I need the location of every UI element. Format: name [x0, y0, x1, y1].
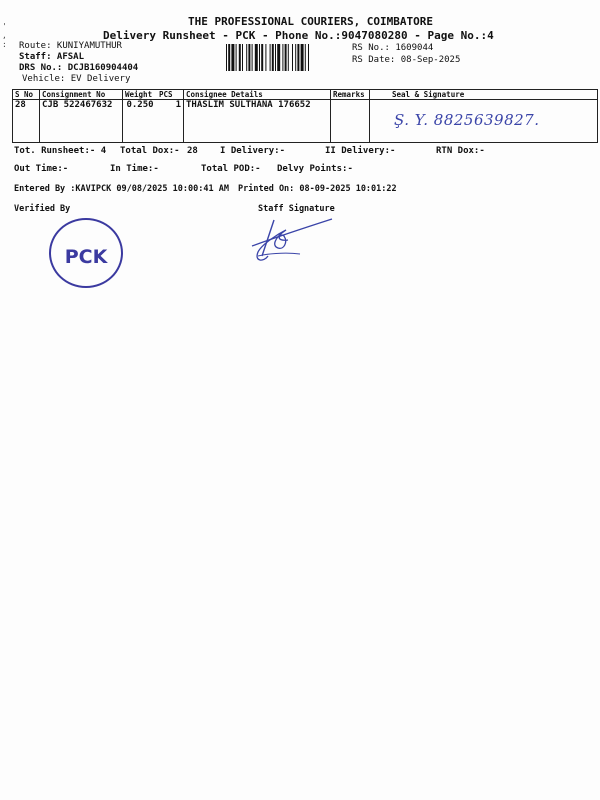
- barcode-bar: [228, 44, 230, 71]
- barcode-bar: [261, 44, 263, 71]
- barcode-bar: [308, 44, 309, 71]
- route-text: Route: KUNIYAMUTHUR: [19, 41, 122, 51]
- staff-signature-label: Staff Signature: [258, 204, 335, 214]
- pck-stamp: [49, 218, 123, 288]
- col-consignee: Consignee Details: [184, 90, 331, 100]
- cell-remarks: [331, 100, 370, 143]
- col-remarks: Remarks: [331, 90, 370, 100]
- barcode-bar: [226, 44, 227, 71]
- barcode-bar: [292, 44, 293, 71]
- company-name: THE PROFESSIONAL COURIERS, COIMBATORE: [188, 15, 434, 28]
- table-row: [13, 100, 598, 143]
- barcode-bar: [301, 44, 304, 71]
- runsheet-table: [12, 89, 598, 143]
- in-time: In Time:-: [110, 164, 159, 174]
- table-header-row: [13, 90, 598, 100]
- barcode-bar: [259, 44, 260, 71]
- col-signature: Seal & Signature: [370, 90, 598, 100]
- total-dox-label: Total Dox:-: [120, 146, 180, 156]
- runsheet-subtitle: Delivery Runsheet - PCK - Phone No.:9047080280 - Page No.:4: [103, 29, 494, 42]
- barcode-bar: [239, 44, 241, 71]
- staff-signature: [244, 212, 334, 264]
- stamp-text: PCK: [64, 246, 108, 268]
- cell-sno: 28: [13, 100, 40, 143]
- barcode-bar: [288, 44, 289, 71]
- barcode-bar: [305, 44, 306, 71]
- cell-signature: [370, 100, 598, 143]
- cell-weight: 0.250: [123, 100, 158, 143]
- handwritten-signature: Ş. Y. 8825639827.: [394, 111, 540, 129]
- i-delivery: I Delivery:-: [220, 146, 286, 156]
- total-pod: Total POD:-: [201, 164, 261, 174]
- verified-by: Verified By: [14, 204, 71, 214]
- entered-by: Entered By :KAVIPCK 09/08/2025 10:00:41 AM: [14, 184, 229, 194]
- printed-on: Printed On: 08-09-2025 10:01:22: [238, 184, 397, 194]
- rs-date: RS Date: 08-Sep-2025: [352, 55, 461, 65]
- cell-consignment: CJB 522467632: [40, 100, 123, 143]
- barcode-bar: [231, 44, 234, 71]
- barcode-bar: [297, 44, 299, 71]
- out-time: Out Time:-: [14, 164, 69, 174]
- barcode: [226, 44, 348, 71]
- total-dox-value: 28: [187, 146, 198, 156]
- barcode-bar: [255, 44, 258, 71]
- barcode-bar: [282, 44, 283, 71]
- tot-runsheet: Tot. Runsheet:- 4: [14, 146, 107, 156]
- cell-consignee: THASLIM SULTHANA 176652: [184, 100, 331, 143]
- cell-pcs: 1: [157, 100, 184, 143]
- barcode-bar: [248, 44, 250, 71]
- barcode-bar: [295, 44, 296, 71]
- rtn-dox: RTN Dox:-: [436, 146, 485, 156]
- scan-marks: ' , :: [2, 22, 7, 49]
- barcode-bar: [242, 44, 243, 71]
- col-pcs: PCS: [157, 90, 184, 100]
- drs-number: DRS No.: DCJB160904404: [19, 63, 139, 73]
- col-consignment: Consignment No: [40, 90, 123, 100]
- barcode-bar: [265, 44, 266, 71]
- barcode-bar: [252, 44, 253, 71]
- staff-text: Staff: AFSAL: [19, 52, 85, 62]
- barcode-bar: [275, 44, 276, 71]
- barcode-bar: [270, 44, 271, 71]
- barcode-bar: [277, 44, 280, 71]
- col-sno: S No: [13, 90, 40, 100]
- rs-number: RS No.: 1609044: [352, 43, 434, 53]
- vehicle-text: Vehicle: EV Delivery: [22, 74, 131, 84]
- delvy-points: Delvy Points:-: [277, 164, 353, 174]
- barcode-bar: [285, 44, 287, 71]
- barcode-bar: [236, 44, 237, 71]
- barcode-bar: [246, 44, 247, 71]
- ii-delivery: II Delivery:-: [325, 146, 396, 156]
- col-weight: Weight: [123, 90, 158, 100]
- barcode-bar: [272, 44, 274, 71]
